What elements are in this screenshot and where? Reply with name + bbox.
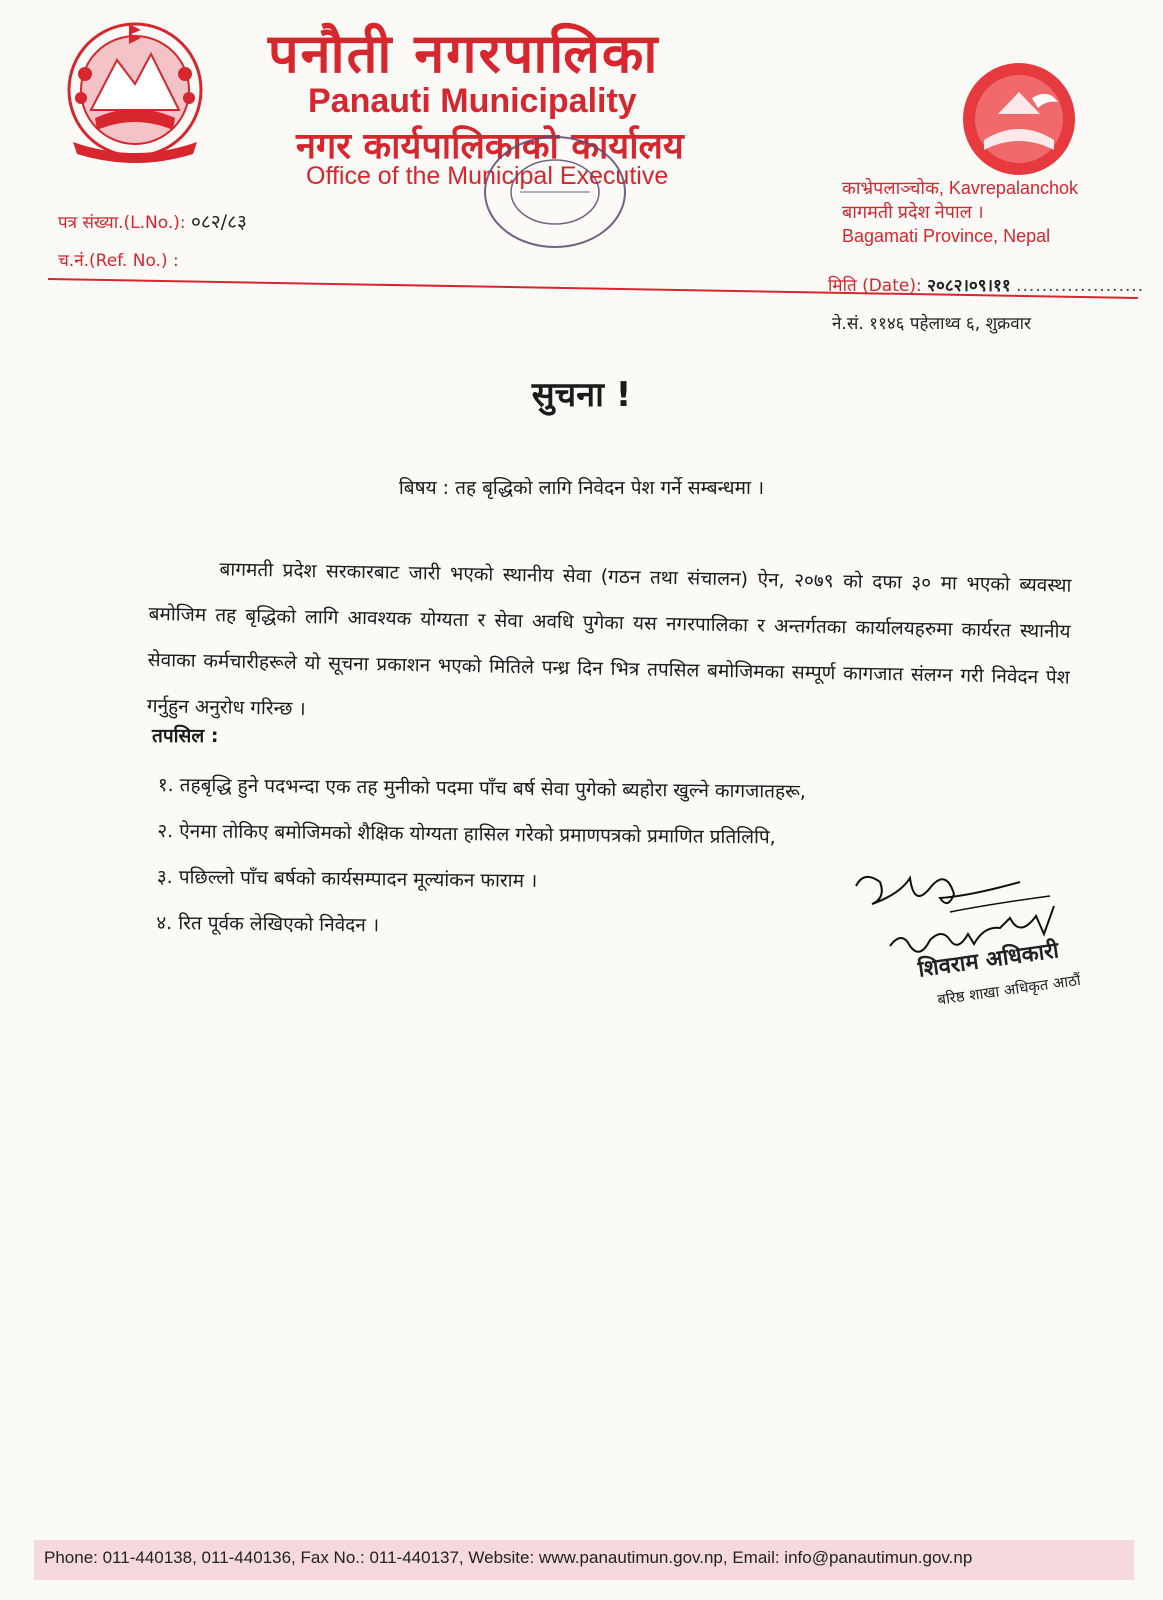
office-address [842,176,1078,248]
letter-number-value: ०८२/८३ [191,211,247,233]
date-dots: .................... [1016,276,1145,296]
municipality-name-nepali: पनौती नगरपालिका [268,22,660,85]
signer-post: बरिष्ठ शाखा अधिकृत आठौं [936,970,1082,1009]
footer-contact: Phone: 011-440138, 011-440136, Fax No.: 011-440137, Website: www.panautimun.gov.np, Email: info@panautimun.gov.np [44,1548,973,1567]
address-line-1: काभ्रेपलाञ्चोक, Kavrepalanchok [842,178,1078,198]
municipality-name-english: Panauti Municipality [308,82,637,120]
notice-body: बागमती प्रदेश सरकारबाट जारी भएको स्थानीय सेवा (गठन तथा संचालन) ऐन, २०७९ को दफा ३० मा भएको ब्यवस्था बमोजिम तह बृद्धिको लागि आवश्यक योग्यता र सेवा अवधि पुगेका यस नगरपालिका र अन्तर्गतका कार्यालयहरुमा कार्यरत स्थानीय सेवाका कर्मचारीहरूले यो सूचना प्रकाशन भएको मितिले पन्ध्र दिन भित्र तपसिल बमोजिमका सम्पूर्ण कागजात संलग्न गरी निवेदन पेश गर्नुहुन अनुरोध गरिन्छ । [146,558,1072,721]
list-item: १. तहबृद्धि हुने पदभन्दा एक तह मुनीको पदमा पाँच बर्ष सेवा पुगेको ब्यहोरा खुल्ने कागजातहरू, [157,773,807,803]
letter-number [58,208,247,234]
signer-name: शिवराम अधिकारी [916,938,1061,983]
nepal-sambat-date: ने.सं. ११४६ पहेलाथ्व ६, शुक्रवार [832,314,1032,334]
notice-title: सुचना ! [531,375,632,415]
office-name-english: Office of the Municipal Executive [306,162,669,190]
document-list [156,762,806,953]
list-item: ४. रित पूर्वक लेखिएको निवेदन । [156,911,380,937]
notice-subject: बिषय : तह बृद्धिको लागि निवेदन पेश गर्ने सम्बन्धमा । [398,477,765,499]
address-line-3: Bagamati Province, Nepal [842,226,1051,246]
office-name-nepali: नगर कार्यपालिकाको कार्यालय [296,126,684,167]
address-line-2: बागमती प्रदेश नेपाल । [842,202,984,222]
reference-number-label: च.नं.(Ref. No.) : [58,251,179,271]
list-item: ३. पछिल्लो पाँच बर्षको कार्यसम्पादन मूल्यांकन फाराम । [156,865,538,892]
panauti-municipality-logo-icon [958,58,1080,180]
office-seal-stamp-icon [470,130,640,260]
letter-number-label: पत्र संख्या.(L.No.): [58,213,186,233]
list-heading: तपसिल : [152,725,219,747]
date-value: २०८२।०९।११ [927,276,1011,296]
list-item: २. ऐनमा तोकिए बमोजिमको शैक्षिक योग्यता हासिल गरेको प्रमाणपत्रको प्रमाणित प्रतिलिपि, [157,819,776,849]
date-label: मिति (Date): [828,276,922,296]
nepal-government-emblem-icon [55,14,215,164]
